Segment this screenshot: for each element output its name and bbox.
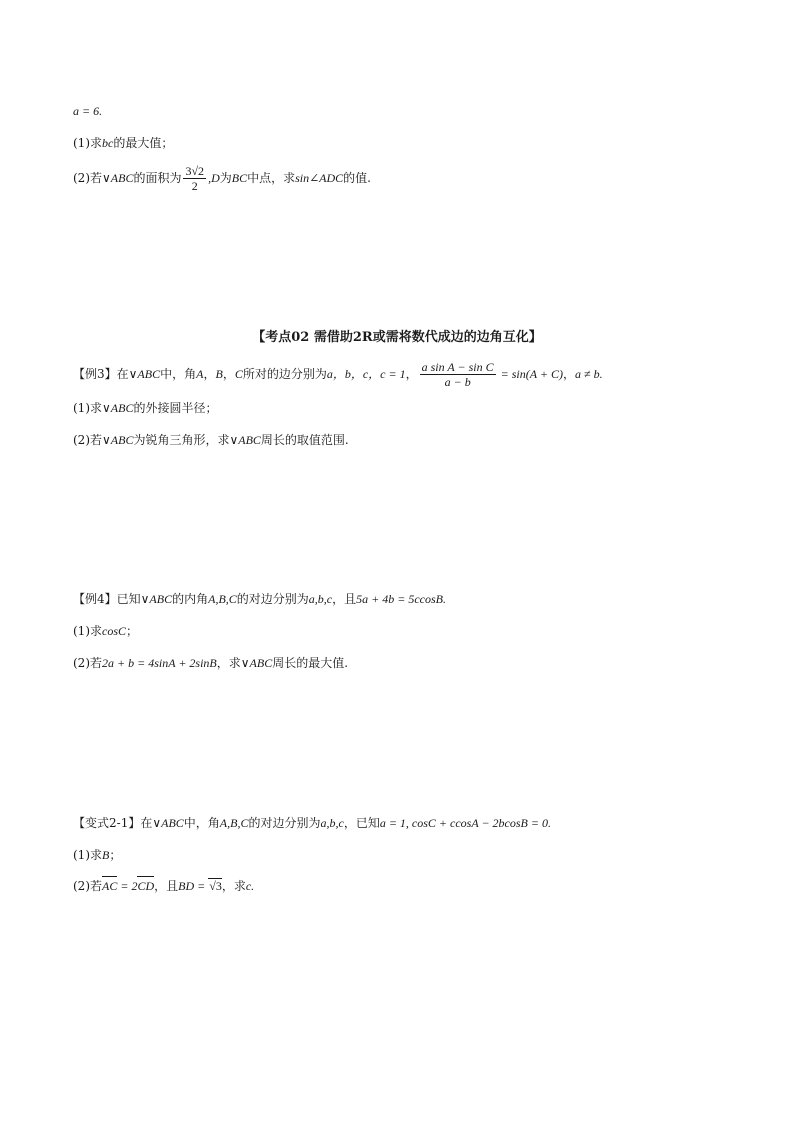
math: sin∠ADC [295, 171, 344, 185]
math: a ≠ b. [574, 367, 603, 381]
math: a，b，c，c = 1 [326, 367, 406, 381]
text: (2)若 [73, 171, 102, 185]
text: 为 [219, 171, 232, 185]
math: c [245, 879, 252, 893]
block1-line0 [73, 103, 102, 119]
text: ，且 [154, 879, 179, 893]
example3-statement [73, 360, 603, 389]
math: ∨ABC [229, 433, 261, 447]
fraction-numerator: 3√2 [185, 164, 205, 178]
math: B [102, 848, 110, 862]
text: 周长的最大值. [272, 656, 349, 670]
math: C [234, 367, 243, 381]
math: ∨ABC [102, 171, 134, 185]
fraction-numerator: a sin A − sin C [421, 360, 494, 374]
text: 中，角 [183, 816, 220, 830]
text: 【例4】已知 [73, 592, 141, 606]
math: ∨ABC [140, 592, 173, 606]
math: ∨ABC [240, 656, 273, 670]
math: . [443, 592, 446, 606]
text: 的最大值； [113, 136, 174, 150]
text: (2)若 [73, 433, 102, 447]
text: (2)若 [73, 656, 102, 670]
math: BD = [178, 879, 209, 893]
math: a,b,c [308, 592, 333, 606]
math: B [215, 367, 223, 381]
text: ； [109, 848, 122, 862]
math: ∨ABC [102, 433, 134, 447]
text: 【变式2-1】在 [73, 816, 153, 830]
math: 5a + 4b = 5ccosB [356, 592, 443, 606]
text: 的对边分别为 [248, 816, 321, 830]
fraction [183, 164, 206, 193]
math: . [547, 816, 551, 830]
text: ，且 [332, 592, 357, 606]
section-heading: 【考点02 需借助2R或需将数代成边的边角互化】 [252, 330, 542, 345]
variant21-question1 [73, 847, 121, 863]
math: = sin(A + C) [497, 367, 563, 381]
text: ， [222, 367, 235, 381]
text: 的外接圆半径； [133, 401, 218, 415]
text: ； [126, 624, 139, 638]
example4-statement [73, 591, 446, 607]
math: , [208, 171, 212, 185]
vector-ac: AC [102, 879, 118, 893]
text: 周长的取值范围. [260, 433, 349, 447]
example3-question2 [73, 432, 349, 448]
math: ∨ABC [102, 401, 134, 415]
text: (1)求 [73, 401, 102, 415]
text: ，求 [216, 656, 241, 670]
text: 为锐角三角形，求 [133, 433, 230, 447]
math: cosC [102, 624, 126, 638]
text: 所对的边分别为 [242, 367, 327, 381]
text: 的面积为 [133, 171, 182, 185]
text: 的内角 [172, 592, 209, 606]
text: ，已知 [343, 816, 380, 830]
math: BC [231, 171, 248, 185]
vector-cd: CD [137, 879, 155, 893]
fraction-denominator: 2 [191, 179, 198, 193]
block1-question2 [73, 164, 371, 193]
variant21-question2 [73, 878, 254, 894]
math: ∨ABC [128, 367, 161, 381]
text: ， [405, 367, 418, 381]
text: 的对边分别为 [236, 592, 309, 606]
math: A,B,C [208, 592, 237, 606]
example3-question1 [73, 400, 217, 416]
text: (1)求 [73, 624, 102, 638]
text: ，求 [221, 879, 246, 893]
text: 中点，求 [247, 171, 296, 185]
example4-question2 [73, 655, 348, 671]
math: . [251, 879, 255, 893]
math: a,b,c [320, 816, 344, 830]
text: 的值. [343, 171, 371, 185]
math: A,B,C [219, 816, 249, 830]
text: (2)若 [73, 879, 102, 893]
math: D [211, 171, 220, 185]
math: ∨ABC [152, 816, 184, 830]
block1-question1 [73, 135, 173, 151]
example4-question1 [73, 623, 138, 639]
math: 2a + b = 4sinA + 2sinB [102, 656, 217, 670]
fraction [420, 360, 496, 389]
text: 中，角 [160, 367, 197, 381]
sqrt: √3 [209, 879, 222, 893]
equation: a = 6. [73, 104, 103, 118]
math: A [196, 367, 204, 381]
variant21-statement [73, 815, 551, 831]
text: 【例3】在 [73, 367, 129, 381]
math: bc [102, 136, 114, 150]
math: a = 1, cosC + ccosA − 2bcosB = 0 [379, 816, 548, 830]
text: ， [562, 367, 575, 381]
text: ， [203, 367, 216, 381]
text: (1)求 [73, 136, 102, 150]
fraction-denominator: a − b [444, 375, 471, 389]
math: = 2 [117, 879, 138, 893]
text: (1)求 [73, 848, 102, 862]
